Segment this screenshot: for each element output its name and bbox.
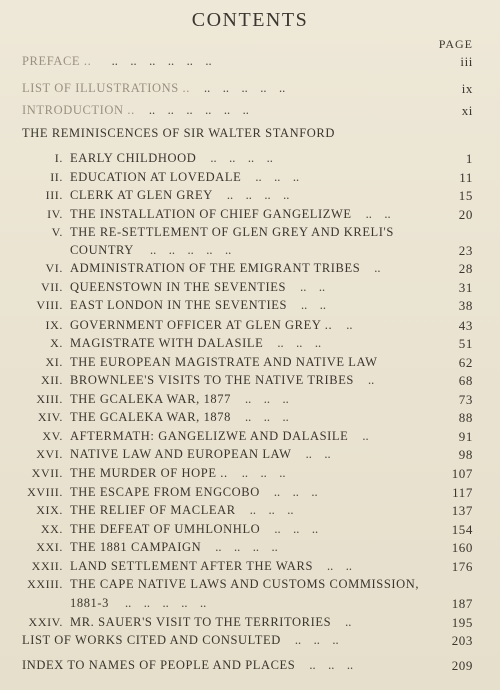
- chapter-number: XXIII.: [27, 577, 63, 591]
- leader-dots: .. .. ..: [241, 466, 286, 480]
- part-heading: THE REMINISCENCES OF SIR WALTER STANFORD: [22, 126, 335, 140]
- chapter-entry: [0, 392, 500, 410]
- chapter-number: XIX.: [36, 503, 63, 517]
- leader-dots: .. ..: [365, 207, 391, 221]
- entry-title: LIST OF WORKS CITED AND CONSULTED: [22, 633, 281, 647]
- chapter-entry: [0, 503, 500, 521]
- chapter-entry: [0, 447, 500, 465]
- entry-title: EARLY CHILDHOOD: [70, 151, 197, 165]
- chapter-entry: [0, 577, 500, 595]
- entry-title-continuation: COUNTRY: [70, 243, 134, 257]
- entry-title: THE RE-SETTLEMENT OF GLEN GREY AND KRELI'S: [70, 225, 394, 239]
- page-number: 62: [458, 355, 473, 370]
- chapter-number: XVI.: [36, 447, 63, 461]
- chapter-entry: [0, 298, 500, 316]
- leader-dots: .. .. .. .. .. ..: [105, 54, 212, 68]
- chapter-entry: [0, 522, 500, 540]
- entry-title: THE GCALEKA WAR, 1878: [70, 410, 231, 424]
- chapter-entry: [0, 410, 500, 428]
- chapter-number: II.: [50, 170, 63, 184]
- chapter-number: XXIV.: [28, 615, 63, 629]
- page-number: 107: [451, 466, 473, 481]
- entry-title: THE MURDER OF HOPE ..: [70, 466, 228, 480]
- leader-dots: .. .. .. ..: [210, 151, 273, 165]
- chapter-number: XIV.: [37, 410, 63, 424]
- page-number: 15: [458, 188, 473, 203]
- entry-title: GOVERNMENT OFFICER AT GLEN GREY ..: [70, 318, 333, 332]
- entry-title: THE EUROPEAN MAGISTRATE AND NATIVE LAW: [70, 355, 378, 369]
- back-matter-entry: [0, 658, 500, 676]
- page-number: 154: [451, 522, 473, 537]
- page-number: 23: [458, 243, 473, 258]
- entry-title: CLERK AT GLEN GREY: [70, 188, 213, 202]
- front-matter-entry: [0, 54, 500, 72]
- page-number: 187: [451, 596, 473, 611]
- chapter-entry: [0, 170, 500, 188]
- leader-dots: ..: [374, 261, 381, 275]
- chapter-number: XV.: [42, 429, 63, 443]
- chapter-number: V.: [51, 225, 63, 239]
- entry-title: INDEX TO NAMES OF PEOPLE AND PLACES: [22, 658, 296, 672]
- page-number: 28: [458, 261, 473, 276]
- chapter-entry: [0, 225, 500, 243]
- chapter-number: XVIII.: [27, 485, 63, 499]
- leader-dots: .. ..: [301, 298, 327, 312]
- front-matter-entry: [0, 81, 500, 99]
- chapter-entry-continuation: [0, 596, 500, 614]
- page-number: 68: [458, 373, 473, 388]
- entry-title: AFTERMATH: GANGELIZWE AND DALASILE: [70, 429, 349, 443]
- entry-title: MR. SAUER'S VISIT TO THE TERRITORIES: [70, 615, 332, 629]
- entry-title: THE CAPE NATIVE LAWS AND CUSTOMS COMMISSION,: [70, 577, 420, 591]
- entry-title: NATIVE LAW AND EUROPEAN LAW: [70, 447, 292, 461]
- chapter-number: VI.: [45, 261, 63, 275]
- entry-title: THE RELIEF OF MACLEAR: [70, 503, 236, 517]
- page-number: 38: [458, 298, 473, 313]
- entry-title: LIST OF ILLUSTRATIONS ..: [22, 81, 190, 95]
- leader-dots: .. .. .. .. .. ..: [148, 103, 249, 117]
- chapter-entry: [0, 151, 500, 169]
- page-number: 117: [452, 485, 473, 500]
- leader-dots: .. .. ..: [249, 503, 294, 517]
- leader-dots: .. ..: [327, 559, 353, 573]
- entry-title: PREFACE ..: [22, 54, 92, 68]
- chapter-entry-continuation: [0, 243, 500, 261]
- back-matter-entry: [0, 633, 500, 651]
- chapter-number: XXI.: [36, 540, 63, 554]
- entry-title: INTRODUCTION ..: [22, 103, 135, 117]
- page-number: 73: [458, 392, 473, 407]
- chapter-number: IX.: [45, 318, 63, 332]
- chapter-entry: [0, 280, 500, 298]
- page-number: 160: [451, 540, 473, 555]
- leader-dots: .. .. ..: [244, 392, 289, 406]
- chapter-entry: [0, 355, 500, 373]
- page-number: 31: [458, 280, 473, 295]
- page-number: 20: [458, 207, 473, 222]
- leader-dots: ..: [346, 318, 353, 332]
- entry-title: EDUCATION AT LOVEDALE: [70, 170, 242, 184]
- chapter-entry: [0, 429, 500, 447]
- leader-dots: ..: [362, 429, 369, 443]
- page-number: 98: [458, 447, 473, 462]
- entry-title: EAST LONDON IN THE SEVENTIES: [70, 298, 288, 312]
- leader-dots: .. .. .. ..: [215, 540, 278, 554]
- chapter-number: VII.: [40, 280, 63, 294]
- entry-title: QUEENSTOWN IN THE SEVENTIES: [70, 280, 287, 294]
- page-number: 11: [459, 170, 473, 185]
- page-number: xi: [461, 103, 473, 118]
- page-number: 137: [451, 503, 473, 518]
- page-number: 1: [465, 151, 473, 166]
- chapter-entry: [0, 466, 500, 484]
- chapter-number: XII.: [40, 373, 63, 387]
- entry-title: MAGISTRATE WITH DALASILE: [70, 336, 264, 350]
- page-number: 209: [451, 658, 473, 673]
- entry-title: ADMINISTRATION OF THE EMIGRANT TRIBES: [70, 261, 361, 275]
- leader-dots: .. .. ..: [294, 633, 339, 647]
- chapter-number: IV.: [47, 207, 63, 221]
- chapter-entry: [0, 318, 500, 336]
- leader-dots: .. .. ..: [244, 410, 289, 424]
- chapter-number: XIII.: [36, 392, 63, 406]
- leader-dots: .. .. ..: [255, 170, 300, 184]
- page-number: 176: [451, 559, 473, 574]
- leader-dots: .. .. ..: [273, 485, 318, 499]
- chapter-number: X.: [50, 336, 63, 350]
- leader-dots: .. .. .. .. ..: [204, 81, 286, 95]
- page-number: 195: [451, 615, 473, 630]
- page-number: 203: [451, 633, 473, 648]
- chapter-entry: [0, 188, 500, 206]
- chapter-entry: [0, 207, 500, 225]
- leader-dots: .. ..: [300, 280, 326, 294]
- page-number: 88: [458, 410, 473, 425]
- chapter-number: XXII.: [31, 559, 63, 573]
- entry-title: THE 1881 CAMPAIGN: [70, 540, 202, 554]
- page-column-header: PAGE: [438, 37, 473, 51]
- page-number: 51: [458, 336, 473, 351]
- leader-dots: .. ..: [305, 447, 331, 461]
- chapter-number: XVII.: [31, 466, 63, 480]
- chapter-number: I.: [54, 151, 63, 165]
- chapter-entry: [0, 540, 500, 558]
- chapter-entry: [0, 261, 500, 279]
- chapter-entry: [0, 336, 500, 354]
- chapter-number: XX.: [40, 522, 63, 536]
- chapter-number: XI.: [45, 355, 63, 369]
- chapter-number: III.: [45, 188, 63, 202]
- entry-title: BROWNLEE'S VISITS TO THE NATIVE TRIBES: [70, 373, 354, 387]
- leader-dots: .. .. .. .. ..: [149, 243, 232, 257]
- entry-title: LAND SETTLEMENT AFTER THE WARS: [70, 559, 314, 573]
- chapter-entry: [0, 373, 500, 391]
- leader-dots: .. .. ..: [309, 658, 354, 672]
- entry-title: THE DEFEAT OF UMHLONHLO: [70, 522, 261, 536]
- page-title: CONTENTS: [191, 9, 309, 31]
- entry-title: THE INSTALLATION OF CHIEF GANGELIZWE: [70, 207, 352, 221]
- page-number: 43: [458, 318, 473, 333]
- leader-dots: .. .. ..: [274, 522, 319, 536]
- page-number: ix: [461, 81, 473, 96]
- front-matter-entry: [0, 103, 500, 121]
- chapter-entry: [0, 615, 500, 633]
- entry-title: THE GCALEKA WAR, 1877: [70, 392, 231, 406]
- page-number: 91: [458, 429, 473, 444]
- leader-dots: .. .. .. .. ..: [125, 596, 207, 610]
- chapter-entry: [0, 485, 500, 503]
- page-number: iii: [460, 54, 473, 69]
- leader-dots: ..: [345, 615, 352, 629]
- chapter-entry: [0, 559, 500, 577]
- chapter-number: VIII.: [36, 298, 63, 312]
- leader-dots: ..: [367, 373, 375, 387]
- leader-dots: .. .. ..: [277, 336, 322, 350]
- entry-title: THE ESCAPE FROM ENGCOBO: [70, 485, 260, 499]
- leader-dots: .. .. .. ..: [226, 188, 290, 202]
- entry-title-continuation: 1881-3: [70, 596, 110, 610]
